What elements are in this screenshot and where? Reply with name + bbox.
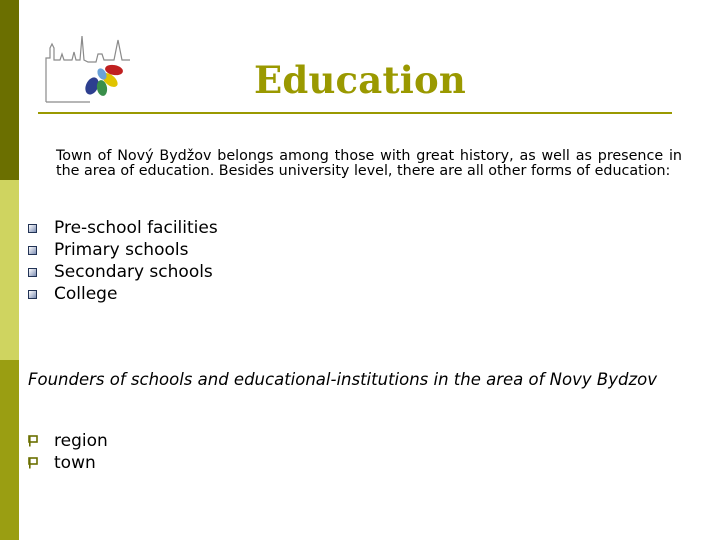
title-divider — [38, 112, 672, 114]
sidebar-accent-middle — [0, 180, 19, 360]
list-item — [28, 452, 108, 474]
square-bullet-icon — [28, 290, 37, 299]
list-item-label: Secondary schools — [54, 262, 213, 282]
sidebar-accent-bottom — [0, 360, 19, 540]
founders-list — [28, 430, 108, 474]
page-title: Education — [253, 58, 466, 102]
list-item — [28, 261, 218, 283]
intro-paragraph: Town of Nový Bydžov belongs among those with great history, as well as presence in the area of education. Besides university level, there are all other forms of education: — [56, 148, 682, 179]
square-bullet-icon — [28, 224, 37, 233]
list-item-label: town — [54, 453, 96, 473]
list-item-label: Pre-school facilities — [54, 218, 218, 238]
town-logo-icon — [44, 30, 136, 104]
sidebar-accent-top — [0, 0, 19, 180]
list-item — [28, 217, 218, 239]
list-item-label: College — [54, 284, 118, 304]
list-item — [28, 430, 108, 452]
list-item — [28, 239, 218, 261]
p-bullet-icon — [28, 457, 38, 469]
education-types-list — [28, 217, 218, 305]
square-bullet-icon — [28, 268, 37, 277]
founders-heading: Founders of schools and educational-institutions in the area of Novy Bydzov — [28, 370, 657, 389]
list-item-label: region — [54, 431, 108, 451]
square-bullet-icon — [28, 246, 37, 255]
list-item-label: Primary schools — [54, 240, 189, 260]
p-bullet-icon — [28, 435, 38, 447]
list-item — [28, 283, 218, 305]
